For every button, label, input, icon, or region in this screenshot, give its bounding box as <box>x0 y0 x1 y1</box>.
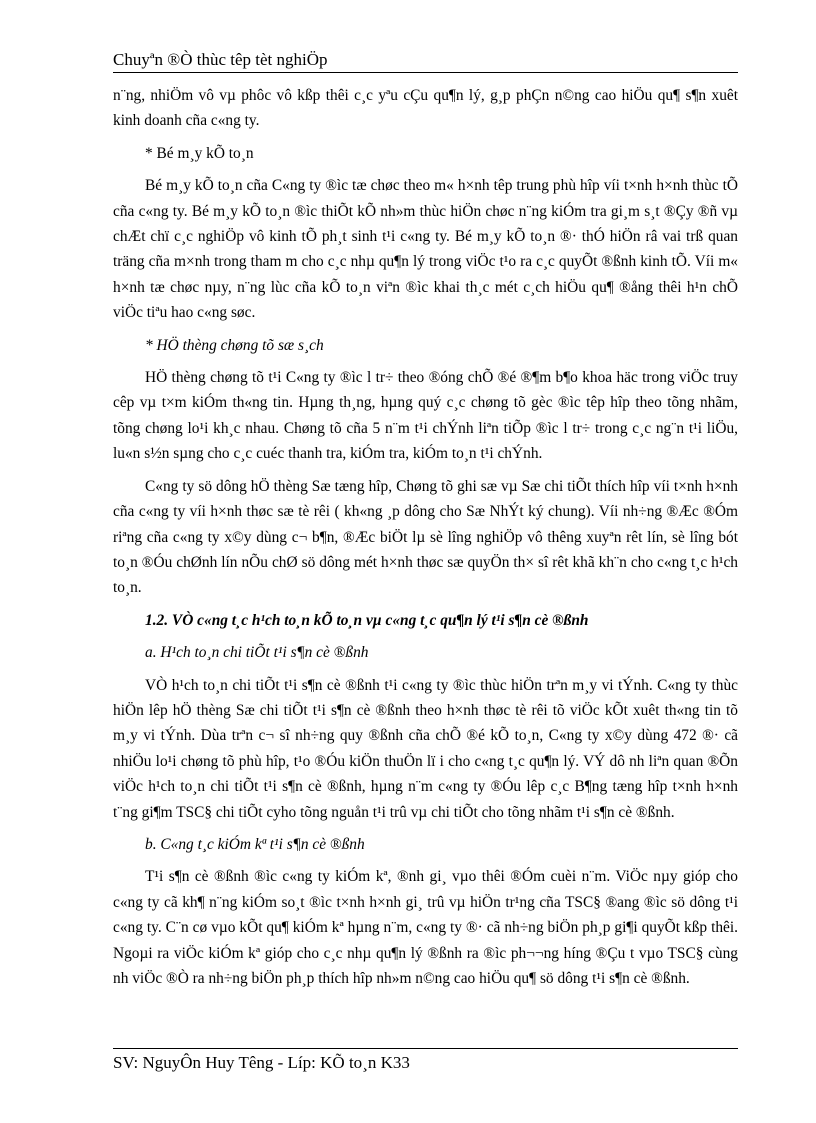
page-header <box>113 50 738 73</box>
page-footer <box>113 1048 738 1073</box>
bullet-heading-vouchers-system: * HÖ thèng chøng tõ sæ s¸ch <box>145 336 324 354</box>
subheading-a: a. H¹ch to¸n chi tiÕt t¹i s¶n cè ®ßnh <box>145 644 369 662</box>
paragraph-detail-accounting: VÒ h¹ch to¸n chi tiÕt t¹i s¶n cè ®ßnh t¹i c«ng ty ®ìc thùc hiÖn trªn m¸y vi tÝnh. C«ng ty thùc hiÖn lêp hÖ thèng Sæ chi tiÕt t¹i s¶n cè ®ßnh theo h×nh thøc tè rêi tõ viÖc kÕt xuêt th«ng tin tõ m¸y vi tÝnh. Dùa trªn c¬ sî nh÷ng quy ®ßnh cña chÕ ®é kÕ to¸n, C«ng ty x©y dùng 472 ®· cã nhiÖu lo¹i chøng tõ phù hîp, t¹o ®Óu kiÖn thuÖn lï i cho c«ng t¸c qu¶n lý. VÝ dô nh liªn quan ®Õn viÖc h¹ch to¸n chi tiÕt t¹i s¶n cè ®ßnh, hµng n¨m c«ng ty ®Óu lêp c¸c B¶ng tæng hîp t×nh h×nh t¨ng gi¶m TSC§ chi tiÕt cyho tõng nguån t¹i trû vµ chi tiÕt cho tõng nhãm t¹i s¶n cè ®ßnh. <box>113 676 738 821</box>
section-heading-1-2: 1.2. VÒ c«ng t¸c h¹ch to¸n kÕ to¸n vµ c«ng t¸c qu¶n lý t¹i s¶n cè ®ßnh <box>145 611 589 629</box>
paragraph-vouchers-system: HÖ thèng chøng tõ t¹i C«ng ty ®ìc l tr÷ theo ®óng chÕ ®é ®¶m b¶o khoa häc trong viÖc truy cêp vµ t×m kiÓm th«ng tin. Hµng th¸ng, hµng quý c¸c chøng tõ gèc ®ìc têp hîp theo tõng nhãm, tõng chøng lo¹i kh¸c nhau. Chøng tõ cña 5 n¨m t¹i chÝnh liªn tiÕp ®ìc l tr÷ trong c¸c ng¨n t¹i liÖu, lu«n s½n sµng cho c¸c cuéc thanh tra, kiÓm tra, kiÓm to¸n t¹i chÝnh. <box>113 369 738 463</box>
header-title: Chuyªn ®Ò thùc têp tèt nghiÖp <box>113 50 328 69</box>
paragraph-accounting-apparatus: Bé m¸y kÕ to¸n cña C«ng ty ®ìc tæ chøc theo m« h×nh têp trung phù hîp víi t×nh h×nh thùc tÕ cña c«ng ty. Bé m¸y kÕ to¸n ®ìc thiÕt kÕ nh»m thùc hiÖn chøc n¨ng kiÓm tra gi¸m s¸t ®Çy ®ñ vµ chÆt chï c¸c nghiÖp vô kinh tÕ ph¸t sinh t¹i c«ng ty. Bé m¸y kÕ to¸n ®· thÓ hiÖn râ vai trß quan träng cña m×nh trong tham m cho c¸c nhµ qu¶n lý trong viÖc t¹o ra c¸c quyÕt ®ßnh kinh tÕ. Víi m« h×nh tæ chøc nµy, n¨ng lùc cña kÕ to¸n viªn ®ìc khai th¸c mét c¸ch hiÖu qu¶ ®ång thêi h¹n chÕ viÖc tiªu hao c«ng søc. <box>113 177 738 322</box>
document-body <box>113 83 738 998</box>
subheading-b: b. C«ng t¸c kiÓm kª t¹i s¶n cè ®ßnh <box>145 835 365 853</box>
paragraph-intro: n¨ng, nhiÖm vô vµ phôc vô kßp thêi c¸c yªu cÇu qu¶n lý, g¸p phÇn n©ng cao hiÖu qu¶ s¶n xuêt kinh doanh cña c«ng ty. <box>113 87 738 130</box>
paragraph-inventory-check: T¹i s¶n cè ®ßnh ®ìc c«ng ty kiÓm kª, ®nh gi¸ vµo thêi ®Óm cuèi n¨m. ViÖc nµy gióp cho c«ng ty cã kh¶ n¨ng kiÓm so¸t ®ìc t×nh h×nh gi¸ trû vµ hiÖn tr¹ng cña TSC§ ®ang ®ìc sö dông t¹i c«ng ty. C¨n cø vµo kÕt qu¶ kiÓm kª hµng n¨m, c«ng ty ®· cã nh÷ng biÖn ph¸p gi¶i quyÕt kßp thêi. Ngoµi ra viÖc kiÓm kª gióp cho c¸c nhµ qu¶n lý ®ßnh ra ®ìc ph¬¬ng híng ®Çu t vµo TSC§ cùng nh viÖc ®Ò ra nh÷ng biÖn ph¸p thích hîp nh»m n©ng cao hiÖu qu¶ sö dông t¹i s¶n cè ®ßnh. <box>113 868 738 987</box>
footer-student-info: SV: NguyÔn Huy Têng - Líp: KÕ to¸n K33 <box>113 1053 410 1072</box>
bullet-heading-accounting-apparatus: * Bé m¸y kÕ to¸n <box>145 144 254 162</box>
paragraph-ledger-system: C«ng ty sö dông hÖ thèng Sæ tæng hîp, Chøng tõ ghi sæ vµ Sæ chi tiÕt thích hîp víi t×nh h×nh cña c«ng ty víi h×nh thøc sæ tè rêi ( kh«ng ¸p dông cho Sæ NhÝt ký chung). Víi nh÷ng ®Æc ®Óm riªng cña c«ng ty x©y dùng c¬ b¶n, ®Æc biÖt lµ sè lîng nghiÖp vô thêng xuyªn rêt lín, sè lîng bót to¸n ®Óu chØnh lín nÕu chØ sö dông mét h×nh thøc sæ quyÖn th× sî rêt khã kh¨n cho c«ng t¸c h¹ch to¸n. <box>113 477 738 597</box>
